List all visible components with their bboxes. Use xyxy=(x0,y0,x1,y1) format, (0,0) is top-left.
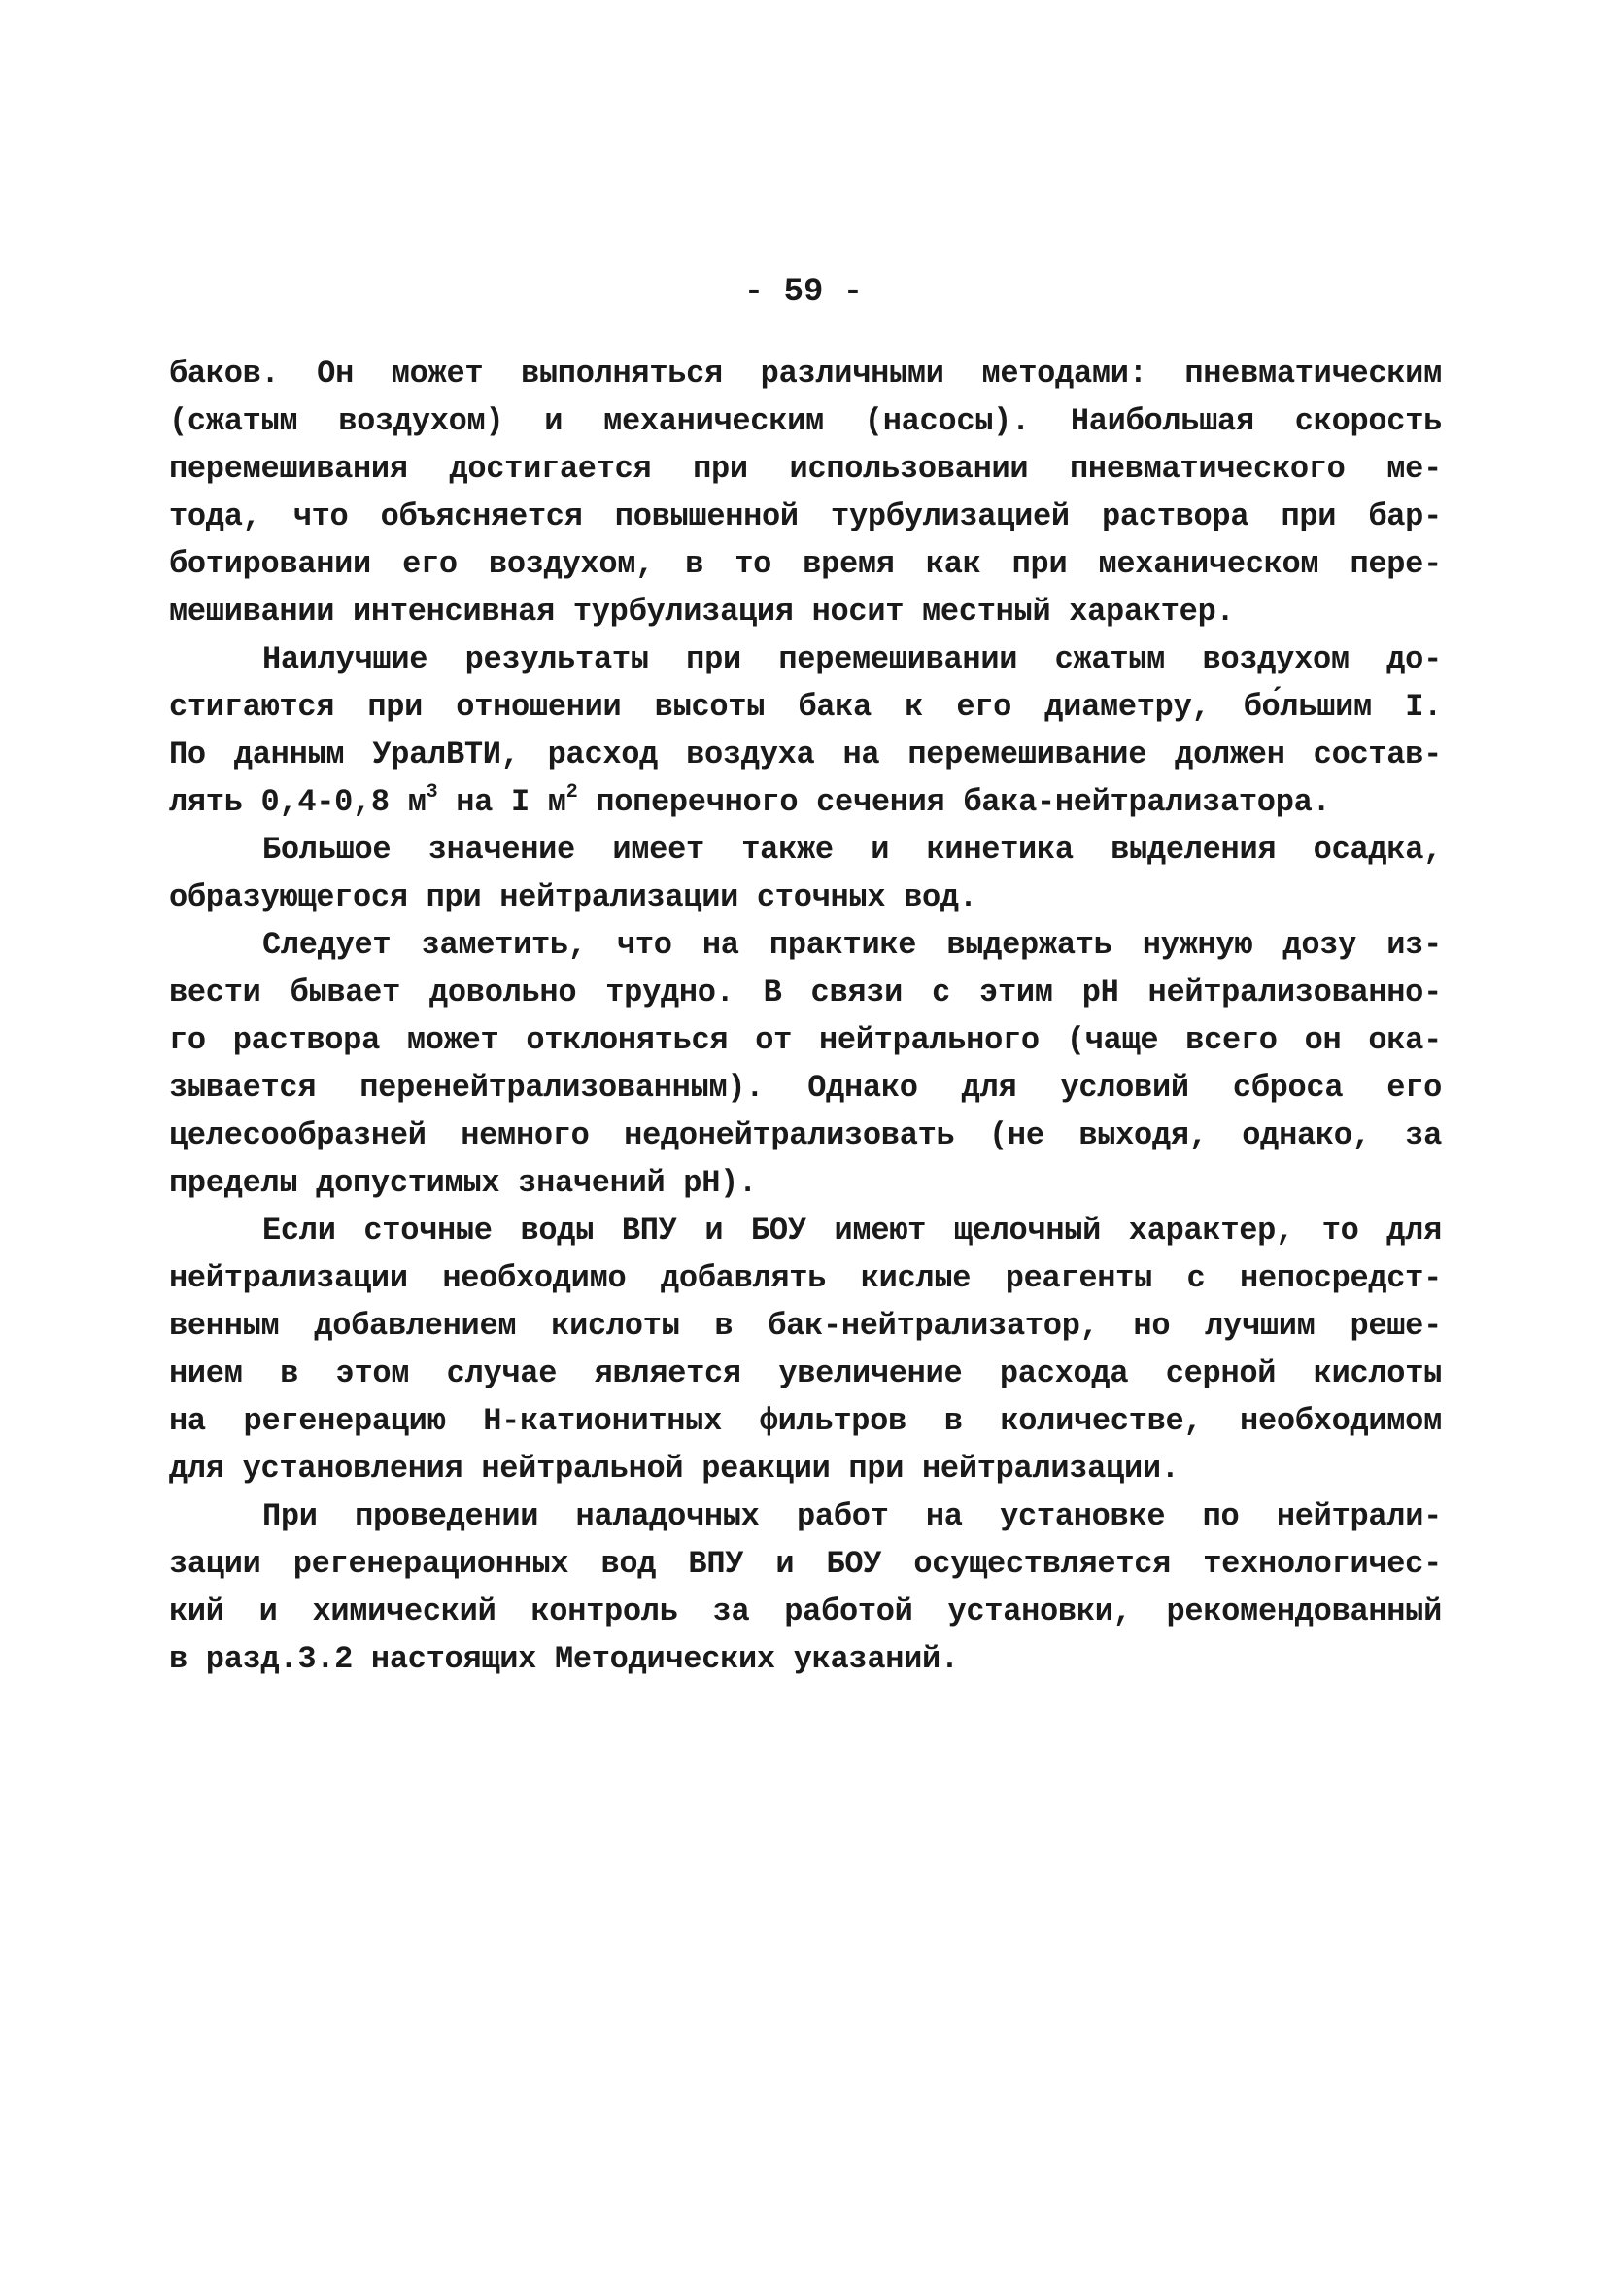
paragraph-1 xyxy=(169,350,1442,635)
text-line: баков. Он может выполняться различными методами: пневматическим xyxy=(169,356,1442,392)
text-line: зации регенерационных вод ВПУ и БОУ осуществляется технологичес- xyxy=(169,1546,1442,1582)
text-line: для установления нейтральной реакции при нейтрализации. xyxy=(169,1451,1180,1487)
text-line: мешивании интенсивная турбулизация носит местный характер. xyxy=(169,594,1235,630)
text-fragment: поперечного сечения бака-нейтрализатора. xyxy=(577,784,1331,820)
text-line: на регенерацию Н-катионитных фильтров в количестве, необходимом xyxy=(169,1403,1442,1439)
text-line: венным добавлением кислоты в бак-нейтрализатор, но лучшим реше- xyxy=(169,1308,1442,1344)
text-line: кий и химический контроль за работой установки, рекомендованный xyxy=(169,1593,1442,1629)
text-line: зывается перенейтрализованным). Однако для условий сброса его xyxy=(169,1070,1442,1106)
text-line: пределы допустимых значений рН). xyxy=(169,1165,757,1201)
text-fragment: на I м xyxy=(437,784,566,820)
text-line: тода, что объясняется повышенной турбулизацией раствора при бар- xyxy=(169,498,1442,534)
document-body xyxy=(169,350,1442,1683)
text-line: Следует заметить, что на практике выдержать нужную дозу из- xyxy=(262,927,1442,963)
text-line: перемешивания достигается при использовании пневматического ме- xyxy=(169,451,1442,487)
superscript-2: 2 xyxy=(565,781,578,804)
paragraph-5 xyxy=(169,1207,1442,1492)
text-line: Большое значение имеет также и кинетика выделения осадка, xyxy=(262,832,1442,868)
text-line: го раствора может отклоняться от нейтрального (чаще всего он ока- xyxy=(169,1022,1442,1058)
text-line: целесообразней немного недонейтрализовать (не выходя, однако, за xyxy=(169,1117,1442,1153)
text-line: стигаются при отношении высоты бака к его диаметру, бо́льшим I. xyxy=(169,689,1442,725)
text-line: нием в этом случае является увеличение расхода серной кислоты xyxy=(169,1355,1442,1391)
text-line: в разд.3.2 настоящих Методических указаний. xyxy=(169,1641,959,1677)
text-line: нейтрализации необходимо добавлять кислые реагенты с непосредст- xyxy=(169,1260,1442,1296)
text-line: Наилучшие результаты при перемешивании сжатым воздухом до- xyxy=(262,641,1442,677)
text-line: образующегося при нейтрализации сточных вод. xyxy=(169,879,977,915)
text-line: ботировании его воздухом, в то время как при механическом пере- xyxy=(169,546,1442,582)
text-line: (сжатым воздухом) и механическим (насосы). Наибольшая скорость xyxy=(169,403,1442,439)
text-line: По данным УралВТИ, расход воздуха на перемешивание должен состав- xyxy=(169,737,1442,772)
text-line-with-superscripts xyxy=(169,778,1442,826)
paragraph-6 xyxy=(169,1492,1442,1683)
text-line: Если сточные воды ВПУ и БОУ имеют щелочный характер, то для xyxy=(262,1213,1442,1249)
paragraph-4 xyxy=(169,921,1442,1207)
paragraph-3 xyxy=(169,826,1442,921)
superscript-3: 3 xyxy=(426,781,438,804)
text-line: При проведении наладочных работ на установке по нейтрали- xyxy=(262,1498,1442,1534)
paragraph-2 xyxy=(169,635,1442,826)
text-fragment: лять 0,4-0,8 м xyxy=(169,784,427,820)
page-number: - 59 - xyxy=(743,274,864,311)
text-line: вести бывает довольно трудно. В связи с этим рН нейтрализованно- xyxy=(169,975,1442,1011)
